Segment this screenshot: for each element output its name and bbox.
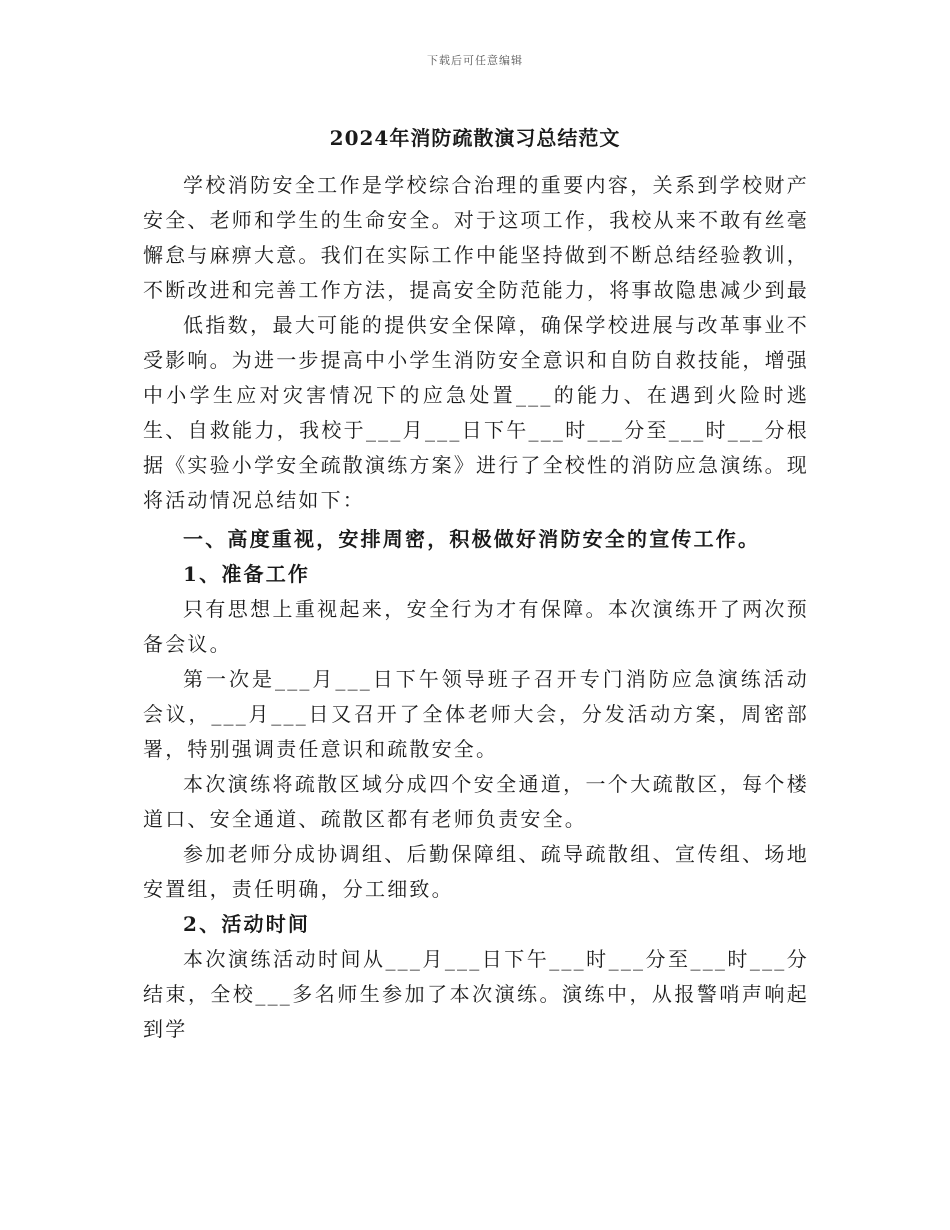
section-heading-1: 一、高度重视，安排周密，积极做好消防安全的宣传工作。: [183, 527, 761, 551]
paragraph-activity-time: 本次演练活动时间从___月___日下午___时___分至___时___分结束，全校___多名师生参加了本次演练。演练中，从报警哨声响起到学: [143, 947, 809, 1041]
document-title: 2024年消防疏散演习总结范文: [329, 126, 621, 150]
document-body: [143, 168, 809, 1047]
subsection-heading-time: 2、活动时间: [183, 912, 311, 936]
paragraph-preparation: 只有思想上重视起来，安全行为才有保障。本次演练开了两次预备会议。: [143, 597, 809, 656]
paragraph-teacher-groups: 参加老师分成协调组、后勤保障组、疏导疏散组、宣传组、场地安置组，责任明确，分工细致。: [143, 842, 809, 901]
paragraph-first-meeting: 第一次是___月___日下午领导班子召开专门消防应急演练活动会议，___月___日又召开了全体老师大会，分发活动方案，周密部署，特别强调责任意识和疏散安全。: [143, 667, 809, 761]
paragraph-intro: 学校消防安全工作是学校综合治理的重要内容，关系到学校财产安全、老师和学生的生命安全。对于这项工作，我校从来不敢有丝毫懈怠与麻痹大意。我们在实际工作中能坚持做到不断总结经验教训，不断改进和完善工作方法，提高安全防范能力，将事故隐患减少到最: [143, 173, 809, 302]
paragraph-evacuation-areas: 本次演练将疏散区域分成四个安全通道，一个大疏散区，每个楼道口、安全通道、疏散区都有老师负责安全。: [143, 772, 809, 831]
subsection-heading-preparation: 1、准备工作: [183, 562, 311, 586]
paragraph-purpose: 低指数，最大可能的提供安全保障，确保学校进展与改革事业不受影响。为进一步提高中小学生消防安全意识和自防自救技能，增强中小学生应对灾害情况下的应急处置___的能力、在遇到火险时逃生、自救能力，我校于___月___日下午___时___分至___时___分根据《实验小学安全疏散演练方案》进行了全校性的消防应急演练。现将活动情况总结如下：: [143, 313, 809, 512]
page-header-note: 下载后可任意编辑: [427, 54, 523, 67]
